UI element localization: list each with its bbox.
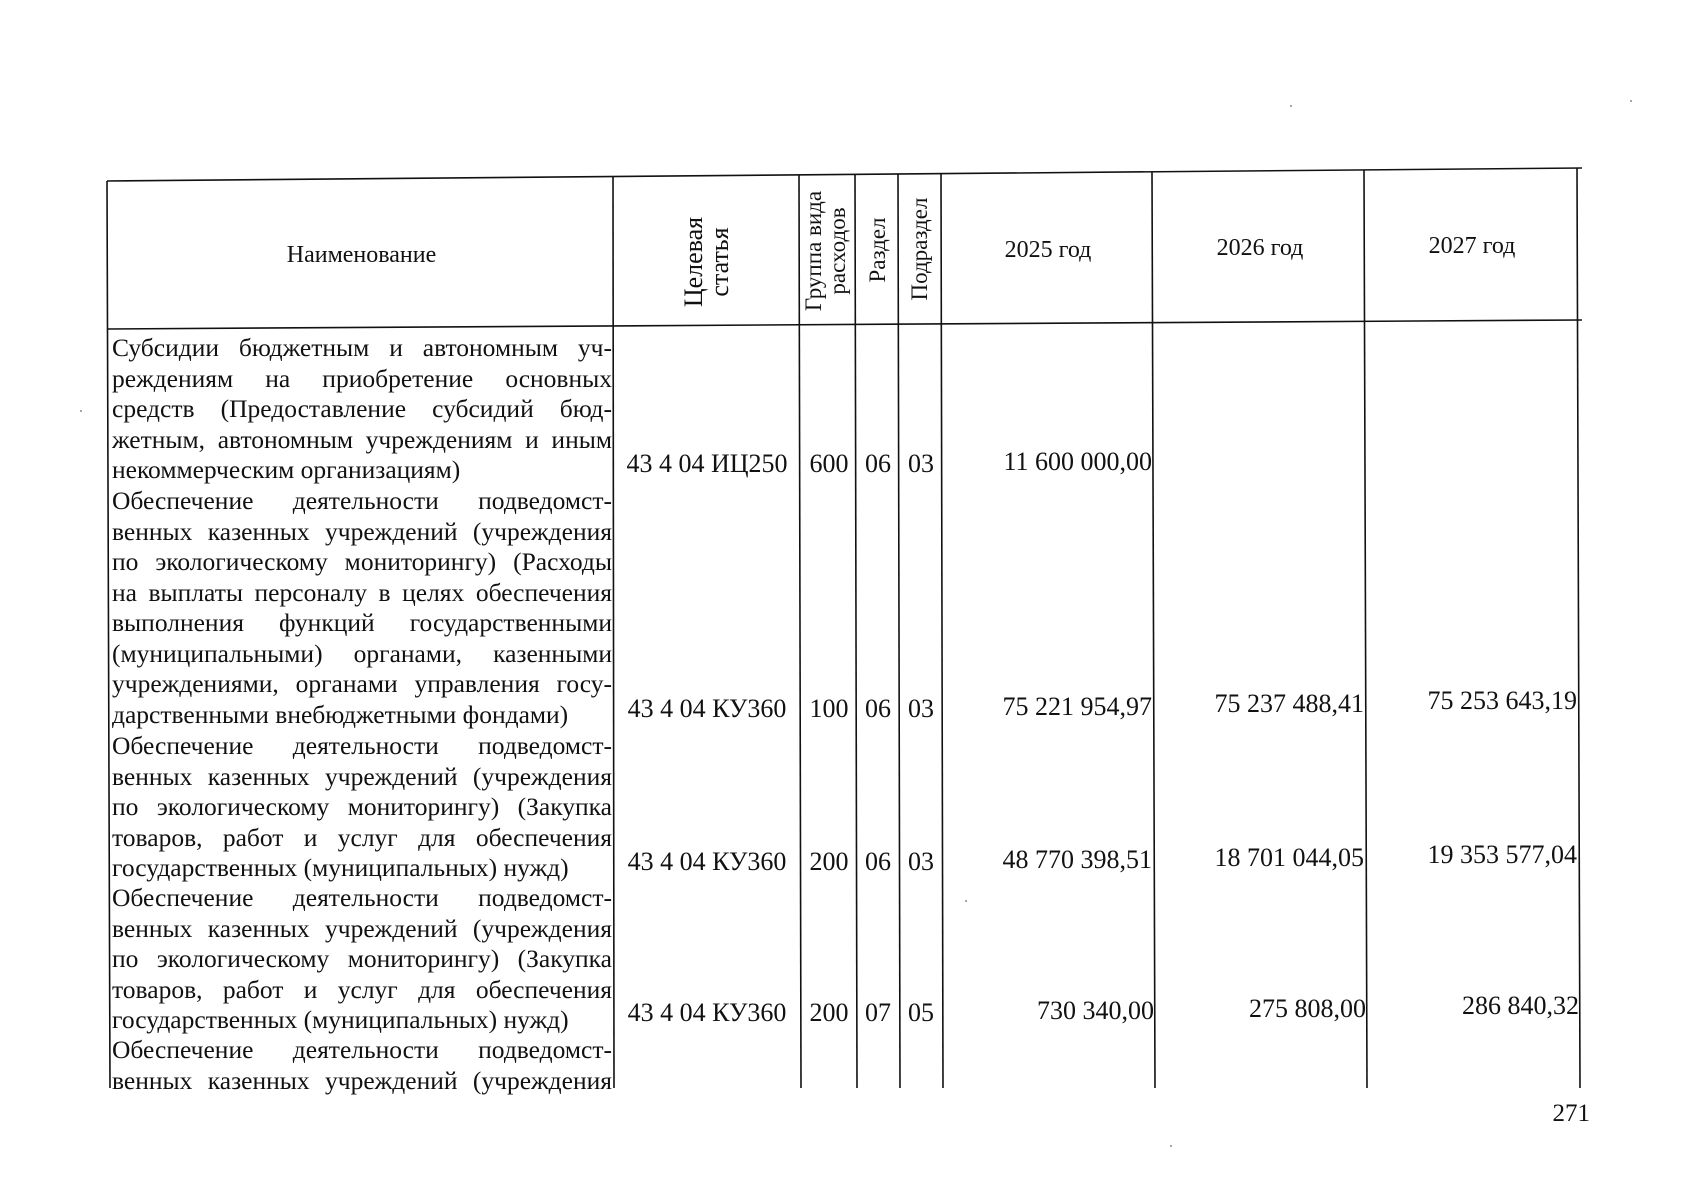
table-row-1-article: 43 4 04 ИЦ250 [626,449,788,478]
table-row-2-2026: 75 237 488,41 [1214,689,1364,718]
header-name [110,182,613,329]
row-1-line-1: Субсидии бюджетным и автономным уч- [112,333,612,362]
row-4-line-2: венных казенных учреждений (учреждения [112,913,612,943]
row-4-line-4: товаров, работ и услуг для обеспечения [112,974,612,1004]
header-expense-group-line1: Группа вида [801,190,826,312]
table-row-5-name [112,1035,612,1096]
row-5-line-1: Обеспечение деятельности подведомст- [112,1035,612,1064]
header-2027-label: 2027 год [1428,232,1516,259]
table-row-1-group: 600 [809,449,849,478]
header-2025 [943,180,1153,320]
row-5-line-2: венных казенных учреждений (учреждения [112,1065,612,1095]
table-row-2-section: 06 [865,694,891,723]
row-2-line-3: по экологическому мониторингу) (Расходы [112,547,612,576]
scan-speck [1630,100,1632,102]
table-row-1-subsection: 03 [908,449,934,478]
row-2-line-1: Обеспечение деятельности подведомст- [112,486,612,515]
table-row-2-2027: 75 253 643,19 [1427,686,1577,715]
row-2-line-7: учреждениями, органами управления госу- [112,669,612,698]
row-2-line-2: венных казенных учреждений (учреждения [112,516,612,546]
header-target-article-line1: Целевая [679,216,708,308]
header-expense-group-line2: расходов [825,207,850,295]
table-row-3-article: 43 4 04 КУ360 [627,847,787,876]
table-row-3-2027: 19 353 577,04 [1427,840,1577,869]
table-row-4-article: 43 4 04 КУ360 [627,998,787,1027]
row-3-line-5: государственных (муниципальных) нужд) [112,853,569,882]
row-2-line-8: дарственными внебюджетными фондами) [112,699,569,729]
table-row-3-group: 200 [809,847,849,876]
table-row-1-name [112,333,612,486]
table-row-4-subsection: 05 [908,998,934,1027]
header-section [865,188,891,312]
scan-speck [1170,1145,1172,1147]
header-2026 [1155,178,1365,318]
row-1-line-4: жетным, автономным учреждениям и иным [112,424,612,454]
header-section-label: Раздел [865,217,890,283]
table-row-2-article: 43 4 04 КУ360 [627,694,787,723]
table-row-3-2026: 18 701 044,05 [1214,843,1364,872]
header-expense-group [802,181,852,321]
row-4-line-5: государственных (муниципальных) нужд) [112,1005,569,1034]
header-subsection [907,187,933,311]
row-3-line-2: венных казенных учреждений (учреждения [112,761,612,791]
header-target-article [679,192,734,332]
header-2026-label: 2026 год [1216,234,1304,261]
table-row-4-2027: 286 840,32 [1462,991,1579,1020]
header-name-label: Наименование [286,242,437,268]
table-row-3-section: 06 [865,847,891,876]
page-number: 271 [1552,1100,1590,1127]
table-row-4-group: 200 [809,998,849,1027]
table-row-3-subsection: 03 [908,847,934,876]
row-1-line-3: средств (Предоставление субсидий бюд- [112,394,612,423]
table-row-1-section: 06 [865,449,891,478]
table-row-4-name [112,883,612,1036]
scan-speck [80,410,82,412]
row-3-line-3: по экологическому мониторингу) (Закупка [112,792,612,821]
table-row-2-subsection: 03 [908,694,934,723]
table-row-2-group: 100 [809,694,849,723]
table-row-1-2025: 11 600 000,00 [1003,447,1152,476]
row-3-line-4: товаров, работ и услуг для обеспечения [112,822,612,852]
header-target-article-line2: статья [705,227,734,297]
row-4-line-1: Обеспечение деятельности подведомст- [112,883,612,912]
row-1-line-2: реждениям на приобретение основных [112,363,612,393]
header-2027 [1367,176,1577,316]
row-2-line-5: выполнения функций государственными [112,608,612,637]
row-3-line-1: Обеспечение деятельности подведомст- [112,731,612,760]
header-subsection-label: Подраздел [907,197,932,301]
scan-speck [965,900,967,902]
table-row-4-2026: 275 808,00 [1249,994,1366,1023]
row-4-line-3: по экологическому мониторингу) (Закупка [112,944,612,973]
row-1-line-5: некоммерческим организациям) [112,455,461,484]
header-2025-label: 2025 год [1004,236,1092,263]
table-row-4-2025: 730 340,00 [1037,996,1154,1025]
scan-speck [1290,105,1292,107]
table-row-2-2025: 75 221 954,97 [1002,692,1152,721]
row-2-line-4: на выплаты персоналу в целях обеспечения [112,577,612,607]
table-row-2-name [112,486,612,730]
row-2-line-6: (муниципальными) органами, казенными [112,638,612,668]
table-row-3-2025: 48 770 398,51 [1002,845,1152,874]
table-row-4-section: 07 [865,998,891,1027]
table-row-3-name [112,731,612,884]
